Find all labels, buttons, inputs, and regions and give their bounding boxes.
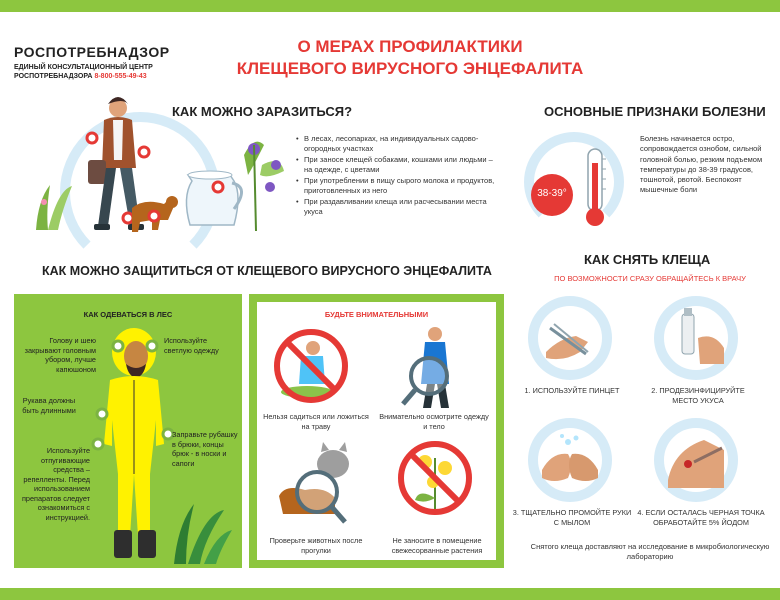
- infection-item: • При употреблении в пищу сырого молока и продуктов, приготовленных из него: [296, 176, 496, 196]
- wash-hands-icon: [538, 430, 602, 490]
- dress-head-text: Голову и шею закрывают головным убором, лучше капюшоном: [24, 336, 96, 374]
- check-pets-icon: [275, 438, 365, 528]
- remove-subtitle: ПО ВОЗМОЖНОСТИ СРАЗУ ОБРАЩАЙТЕСЬ К ВРАЧУ: [554, 274, 746, 283]
- remove-step-2: 2. ПРОДЕЗИНФИЦИРУЙТЕ МЕСТО УКУСА: [651, 386, 745, 405]
- brand-name: РОСПОТРЕБНАДЗОР: [14, 44, 170, 60]
- attention-inspect-caption: Внимательно осмотрите одежду и тело: [379, 412, 489, 431]
- symptoms-heading: ОСНОВНЫЕ ПРИЗНАКИ БОЛЕЗНИ: [544, 104, 766, 119]
- remove-heading: КАК СНЯТЬ КЛЕЩА: [584, 252, 711, 267]
- top-accent-bar: [0, 0, 780, 12]
- brand-block: [14, 44, 184, 81]
- symptoms-text: Болезнь начинается остро, сопровождается ознобом, сильной головной болью, резким подъемом температуры до 38-39 градусов, тошнотой, рвотой. Беспокоят мышечные боли: [640, 134, 763, 195]
- attention-panel: [249, 294, 504, 568]
- dress-tuck-text: Заправьте рубашку в брюки, концы брюк - в носки и сапоги: [172, 430, 238, 468]
- page-title: [230, 36, 590, 80]
- remove-step-3: 3. ТЩАТЕЛЬНО ПРОМОЙТЕ РУКИ С МЫЛОМ: [512, 508, 632, 527]
- milk-jug-illustration: [184, 135, 294, 235]
- title-line1: О МЕРАХ ПРОФИЛАКТИКИ: [297, 37, 523, 56]
- attention-sit-caption: Нельзя садиться или ложиться на траву: [263, 412, 369, 431]
- brand-subtitle: [14, 63, 184, 81]
- infection-heading: КАК МОЖНО ЗАРАЗИТЬСЯ?: [172, 104, 353, 119]
- attention-panel-title: БУДЬТЕ ВНИМАТЕЛЬНЫМИ: [324, 310, 429, 319]
- attention-plants-caption: Не заносите в помещение свежесорванные растения: [391, 536, 483, 555]
- title-line2: КЛЕЩЕВОГО ВИРУСНОГО ЭНЦЕФАЛИТА: [236, 59, 584, 78]
- protect-heading: КАК МОЖНО ЗАЩИТИТЬСЯ ОТ КЛЕЩЕВОГО ВИРУСНОГО ЭНЦЕФАЛИТА: [42, 264, 492, 278]
- iodine-icon: [664, 430, 728, 490]
- disinfect-icon: [664, 308, 728, 368]
- person-with-dog-illustration: [28, 90, 188, 240]
- brand-sub-line1: ЕДИНЫЙ КОНСУЛЬТАЦИОННЫЙ ЦЕНТР: [14, 64, 153, 71]
- infection-item: • При раздавливании клеща или расчесывании места укуса: [296, 197, 496, 217]
- brand-phone: 8-800-555-49-43: [94, 73, 147, 80]
- remove-step-1: 1. ИСПОЛЬЗУЙТЕ ПИНЦЕТ: [524, 386, 620, 395]
- infection-list: [296, 134, 496, 218]
- bottom-accent-bar: [0, 588, 780, 600]
- temperature-badge: 38-39°: [537, 188, 567, 199]
- grass-illustration: [164, 484, 234, 564]
- attention-pets-caption: Проверьте животных после прогулки: [269, 536, 363, 555]
- no-sitting-on-grass-icon: [271, 326, 351, 406]
- no-fresh-plants-icon: [395, 438, 475, 518]
- infection-item: • В лесах, лесопарках, на индивидуальных садово-огородных участках: [296, 134, 496, 154]
- dress-repellent-text: Используйте отпугивающие средства – репелленты. Перед использованием препаратов следует ознакомиться с инструкцией.: [21, 446, 90, 522]
- remove-step-4: 4. ЕСЛИ ОСТАЛАСЬ ЧЕРНАЯ ТОЧКА ОБРАБОТАЙТЕ 5% ЙОДОМ: [637, 508, 765, 527]
- remove-footer-note: Снятого клеща доставляют на исследование в микробиологическую лабораторию: [530, 542, 770, 561]
- infection-item: • При заносе клещей собаками, кошками или людьми – на одежде, с цветами: [296, 155, 496, 175]
- brand-sub-line2: РОСПОТРЕБНАДЗОРА: [14, 73, 93, 80]
- dress-light-text: Используйте светлую одежду: [164, 336, 219, 355]
- dress-panel-title: КАК ОДЕВАТЬСЯ В ЛЕС: [83, 310, 173, 319]
- tweezers-icon: [540, 308, 600, 368]
- dress-sleeves-text: Рукава должны быть длинными: [22, 396, 76, 415]
- dress-panel: [14, 294, 242, 568]
- inspect-body-icon: [391, 324, 481, 410]
